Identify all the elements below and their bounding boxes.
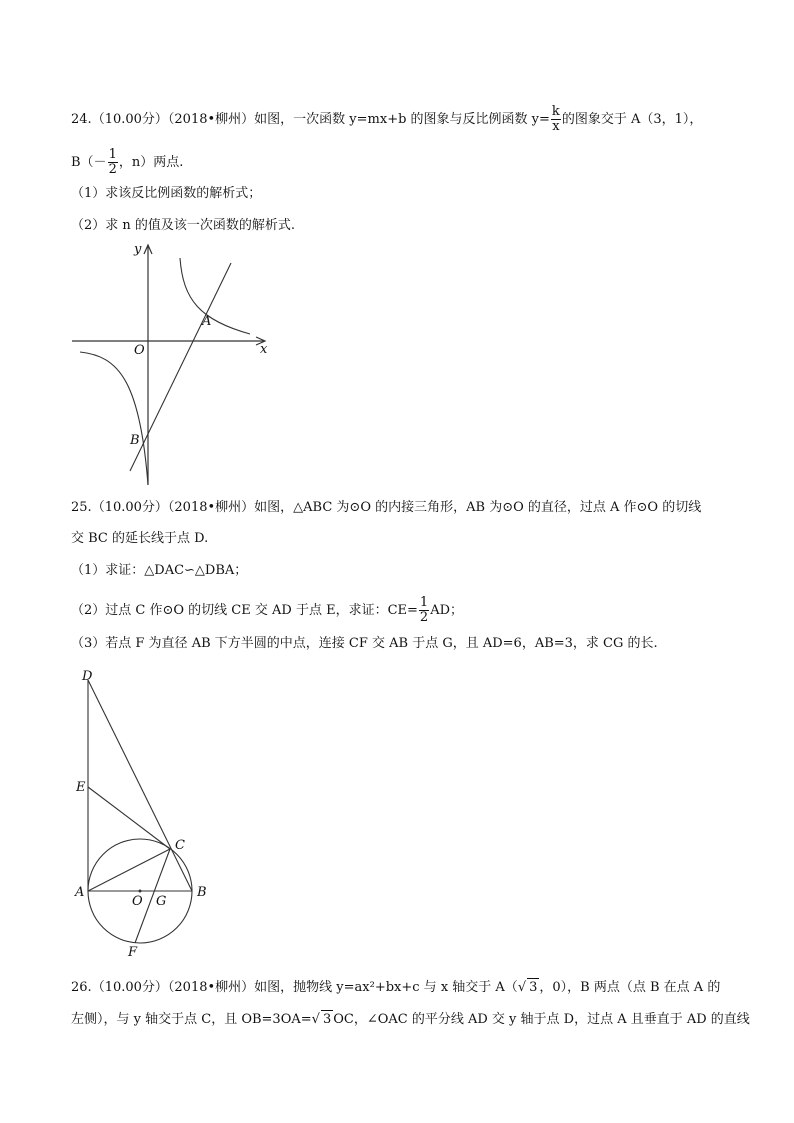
- q24-a-label: A: [202, 314, 212, 329]
- q26-source: （2018•柳州）: [167, 980, 255, 995]
- q26-line1-before: 如图，抛物线 y=ax²+bx+c 与 x 轴交于 A（: [254, 980, 518, 995]
- q24-source: （2018•柳州）: [167, 112, 255, 127]
- q25-sub2-after: AD；: [430, 603, 463, 618]
- q24-sub2: （2）求 n 的值及该一次函数的解析式.: [71, 218, 296, 233]
- q25-b-label: B: [197, 885, 207, 900]
- q25-source: （2018•柳州）: [167, 500, 255, 515]
- q25-a-label: A: [75, 885, 85, 900]
- q26-line2-after: OC，∠OAC 的平分线 AD 交 y 轴于点 D，过点 A 且垂直于 AD 的直线: [333, 1012, 750, 1027]
- q26-line1: [71, 978, 720, 997]
- q25-e-label: E: [76, 780, 86, 795]
- q26-line2: [71, 1010, 750, 1029]
- q26-number: 26.: [71, 980, 92, 995]
- q25-line1-text: 如图，△ABC 为⊙O 的内接三角形，AB 为⊙O 的直径，过点 A 作⊙O 的切线: [254, 500, 702, 515]
- q26-sqrt-sign: √: [517, 980, 527, 995]
- q24-score: （10.00分）: [91, 112, 168, 127]
- q24-sub1: （1）求该反比例函数的解析式；: [71, 186, 262, 201]
- q24-text-a: 如图，一次函数 y=mx+b 的图象与反比例函数 y=: [254, 112, 550, 127]
- q26-line2-sqrt-sign: √: [311, 1012, 320, 1027]
- q26-line1-after: ，0），B 两点（点 B 在点 A 的: [539, 980, 721, 995]
- q25-frac-num: 1: [419, 595, 429, 610]
- q24-number: 24.: [71, 112, 92, 127]
- q25-frac-den: 2: [419, 610, 429, 625]
- q26-score: （10.00分）: [91, 980, 168, 995]
- q25-line2: 交 BC 的延长线于点 D.: [71, 531, 209, 546]
- q25-sub3: （3）若点 F 为直径 AB 下方半圆的中点，连接 CF 交 AB 于点 G，且 AD=6，AB=3，求 CG 的长.: [71, 636, 658, 651]
- q26-line2-before: 左侧），与 y 轴交于点 C，且 OB=3OA=: [71, 1012, 312, 1027]
- q25-sub1: （1）求证：△DAC∽△DBA；: [71, 563, 248, 578]
- q24-y-label: y: [134, 242, 142, 257]
- q25-sub2-before: （2）过点 C 作⊙O 的切线 CE 交 AD 于点 E，求证：CE=: [71, 603, 418, 618]
- q25-g-label: G: [156, 894, 167, 909]
- q25-d-label: D: [82, 669, 93, 684]
- q25-o-label: O: [132, 894, 143, 909]
- q26-sqrt-value: 3: [529, 980, 538, 995]
- q25-c-label: C: [175, 838, 185, 853]
- q24-line2-suffix: ，n）两点.: [118, 155, 184, 170]
- q24-x-label: x: [260, 342, 268, 357]
- q24-line2-prefix: B（－: [71, 155, 107, 170]
- q24-frac-den: x: [552, 119, 560, 134]
- q25-f-label: F: [128, 945, 138, 960]
- q24-frac-num: k: [551, 104, 560, 119]
- q25-number: 25.: [71, 500, 92, 515]
- q24-half-num: 1: [108, 147, 117, 162]
- q24-text-b: 的图象交于 A（3，1），: [561, 112, 703, 127]
- q24-o-label: O: [134, 343, 145, 358]
- q25-score: （10.00分）: [91, 500, 168, 515]
- q26-line2-sqrt-value: 3: [322, 1012, 332, 1027]
- q24-half-den: 2: [108, 162, 117, 177]
- q24-b-label: B: [130, 433, 140, 448]
